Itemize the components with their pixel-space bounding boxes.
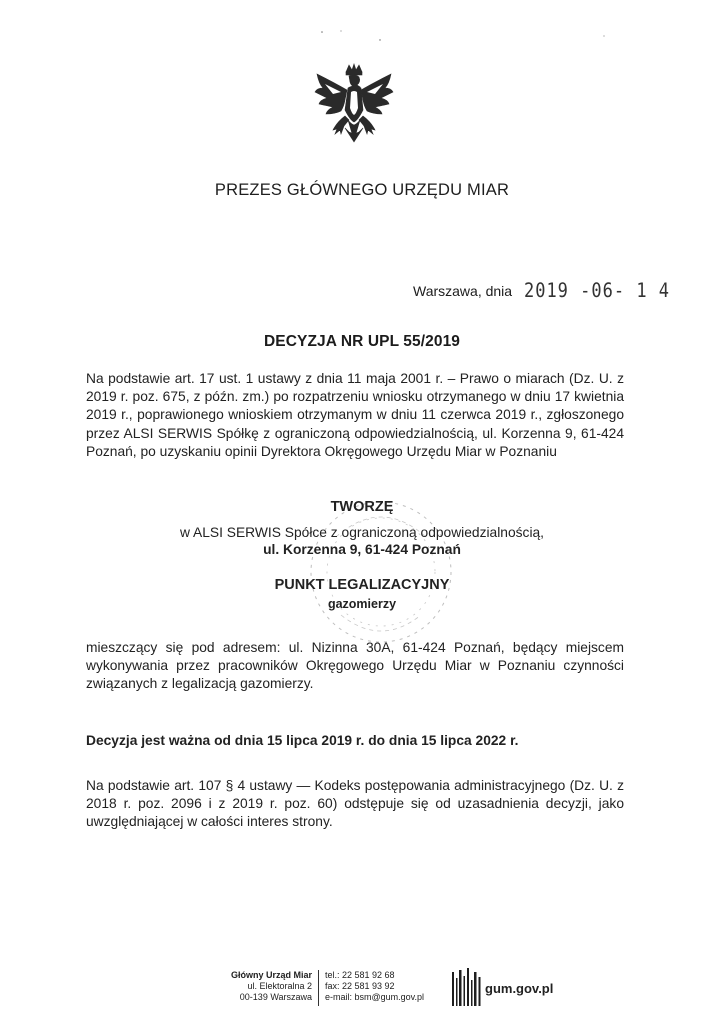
footer-email: e-mail: bsm@gum.gov.pl — [325, 992, 424, 1002]
location-paragraph: mieszczący się pod adresem: ul. Nizinna 30A, 61-424 Poznań, będący miejscem wykonywania przez pracowników Okręgowego Urzędu Miar w Poznaniu czynności związanych z legalizacją gazomierzy. — [86, 640, 624, 692]
footer-street: ul. Elektoralna 2 — [247, 981, 312, 991]
footer-divider — [318, 970, 319, 1006]
place-and-date — [413, 281, 670, 301]
footer-phone: tel.: 22 581 92 68 — [325, 970, 395, 980]
decision-title: DECYZJA NR UPL 55/2019 — [263, 333, 461, 350]
polish-eagle-emblem-icon — [311, 62, 397, 164]
issuing-authority-title: PREZES GŁÓWNEGO URZĘDU MIAR — [214, 181, 510, 199]
point-heading: PUNKT LEGALIZACYJNY — [274, 577, 450, 593]
footer-city: 00-139 Warszawa — [239, 992, 312, 1002]
legal-basis-paragraph: Na podstawie art. 17 ust. 1 ustawy z dnia 11 maja 2001 r. – Prawo o miarach (Dz. U. z 2019 r. poz. 675, z późn. zm.) po rozpatrzeniu wniosku otrzymanego w dniu 17 kwietnia 2019 r., poprawionego wnioskiem otrzymanym w dniu 11 czerwca 2019 r., zgłoszonego przez ALSI SERWIS Spółkę z ograniczoną odpowiedzialnością, ul. Korzenna 9, 61-424 Poznań, po uzyskaniu opinii Dyrektora Okręgowego Urzędu Miar w Poznaniu — [86, 371, 624, 459]
justification-waiver-paragraph: Na podstawie art. 107 § 4 ustawy — Kodeks postępowania administracyjnego (Dz. U. z 2018 r. poz. 2096 i z 2019 r. poz. 60) odstępuje się od uzasadnienia decyzji, jako uwzględniającej w całości interes strony. — [86, 778, 624, 830]
footer-fax: fax: 22 581 93 92 — [325, 981, 395, 991]
company-name-line: w ALSI SERWIS Spółce z ograniczoną odpowiedzialnością, — [179, 525, 545, 540]
place-date-label: Warszawa, dnia — [413, 283, 513, 299]
create-heading: TWORZĘ — [330, 499, 394, 515]
scan-specks — [0, 0, 724, 60]
footer-org-name: Główny Urząd Miar — [230, 970, 312, 980]
footer-contact — [325, 970, 424, 1003]
point-subheading: gazomierzy — [327, 597, 397, 611]
validity-statement: Decyzja jest ważna od dnia 15 lipca 2019 r. do dnia 15 lipca 2022 r. — [86, 733, 519, 748]
footer-address — [212, 970, 312, 1003]
website-address: gum.gov.pl — [485, 981, 554, 996]
company-address-line: ul. Korzenna 9, 61-424 Poznań — [263, 542, 461, 557]
date-stamp: 2019 -06- 1 4 — [523, 279, 671, 303]
barcode-icon — [451, 968, 483, 1008]
round-official-seal-icon — [306, 497, 456, 647]
